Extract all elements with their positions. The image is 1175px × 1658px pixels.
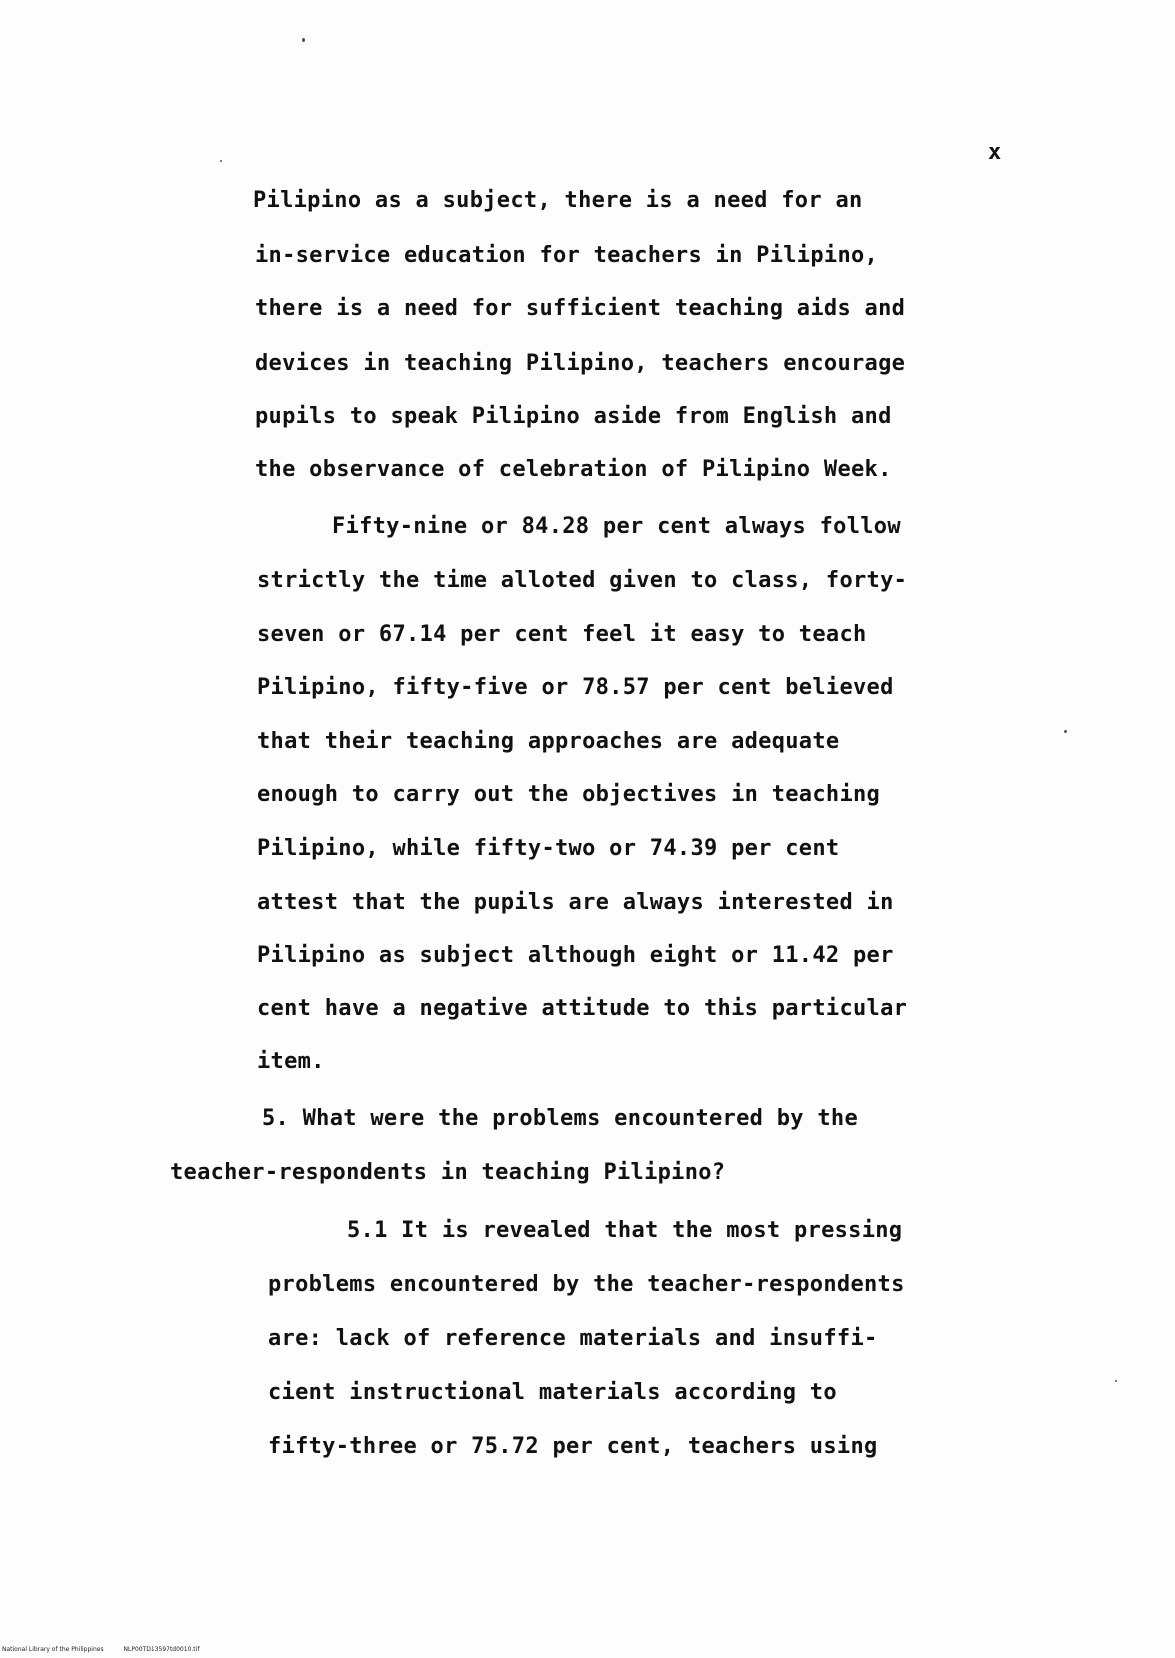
text-line-19: problems encountered by the teacher-respondents [268,1272,905,1297]
text-line-17: item. [257,1049,325,1074]
text-line-20: are: lack of reference materials and insuffi- [268,1326,878,1351]
scan-footer [2,1646,217,1653]
text-line-3: there is a need for sufficient teaching aids and [255,296,906,321]
text-line-22: fifty-three or 75.72 per cent, teachers using [268,1434,878,1459]
text-line-4: devices in teaching Pilipino, teachers encourage [255,351,906,376]
text-line-7: Fifty-nine or 84.28 per cent always follow [332,514,901,539]
page-number: x [988,140,1002,165]
text-line-10: Pilipino, fifty-five or 78.57 per cent believed [257,675,894,700]
text-line-8: strictly the time alloted given to class, forty- [257,568,908,593]
scan-speck [220,160,222,162]
text-line-15: Pilipino as subject although eight or 11.42 per [257,943,894,968]
text-line-5: pupils to speak Pilipino aside from English and [255,404,892,429]
text-line-21: cient instructional materials according to [268,1380,837,1405]
scan-speck [1064,730,1067,733]
text-line-12: enough to carry out the objectives in teaching [257,782,881,807]
text-line-13: Pilipino, while fifty-two or 74.39 per cent [257,836,840,861]
question-line-2: teacher-respondents in teaching Pilipino? [170,1160,726,1185]
text-line-14: attest that the pupils are always interested in [257,890,894,915]
text-line-18: 5.1 It is revealed that the most pressing [347,1218,903,1243]
text-line-11: that their teaching approaches are adequate [257,729,840,754]
text-line-9: seven or 67.14 per cent feel it easy to teach [257,622,867,647]
text-line-2: in-service education for teachers in Pilipino, [255,243,879,268]
question-line-1: 5. What were the problems encountered by the [262,1106,858,1131]
scan-speck [302,38,305,42]
scan-speck [1115,1380,1117,1382]
footer-library: National Library of the Philippines [2,1646,104,1653]
text-line-6: the observance of celebration of Pilipino Week. [255,457,892,482]
text-line-16: cent have a negative attitude to this particular [257,996,908,1021]
footer-filename: NLP00TD13597td0010.tif [123,1646,200,1653]
text-line-1: Pilipino as a subject, there is a need for an [253,188,863,213]
